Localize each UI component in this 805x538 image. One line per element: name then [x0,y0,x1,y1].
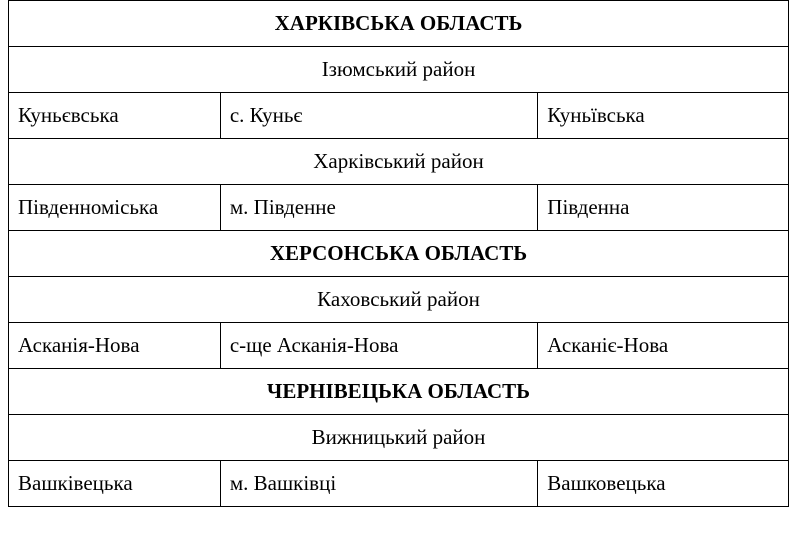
oblast-header-row [9,231,789,277]
table-row [9,323,789,369]
territorial-communities-table [8,0,789,507]
new-community-name: Асканіє-Нова [538,323,789,369]
table-row [9,185,789,231]
settlement-name: с. Куньє [220,93,537,139]
raion-name: Вижницький район [9,415,789,461]
oblast-name: ХЕРСОНСЬКА ОБЛАСТЬ [9,231,789,277]
settlement-name: с-ще Асканія-Нова [220,323,537,369]
raion-header-row [9,415,789,461]
oblast-name: ХАРКІВСЬКА ОБЛАСТЬ [9,1,789,47]
current-community-name: Південноміська [9,185,221,231]
raion-header-row [9,47,789,93]
raion-header-row [9,139,789,185]
table-row [9,93,789,139]
raion-name: Каховський район [9,277,789,323]
raion-name: Харківський район [9,139,789,185]
settlement-name: м. Південне [220,185,537,231]
raion-header-row [9,277,789,323]
current-community-name: Асканія-Нова [9,323,221,369]
current-community-name: Вашківецька [9,461,221,507]
oblast-name: ЧЕРНІВЕЦЬКА ОБЛАСТЬ [9,369,789,415]
settlement-name: м. Вашківці [220,461,537,507]
raion-name: Ізюмський район [9,47,789,93]
current-community-name: Куньєвська [9,93,221,139]
oblast-header-row [9,1,789,47]
oblast-header-row [9,369,789,415]
new-community-name: Південна [538,185,789,231]
new-community-name: Куньївська [538,93,789,139]
new-community-name: Вашковецька [538,461,789,507]
table-row [9,461,789,507]
